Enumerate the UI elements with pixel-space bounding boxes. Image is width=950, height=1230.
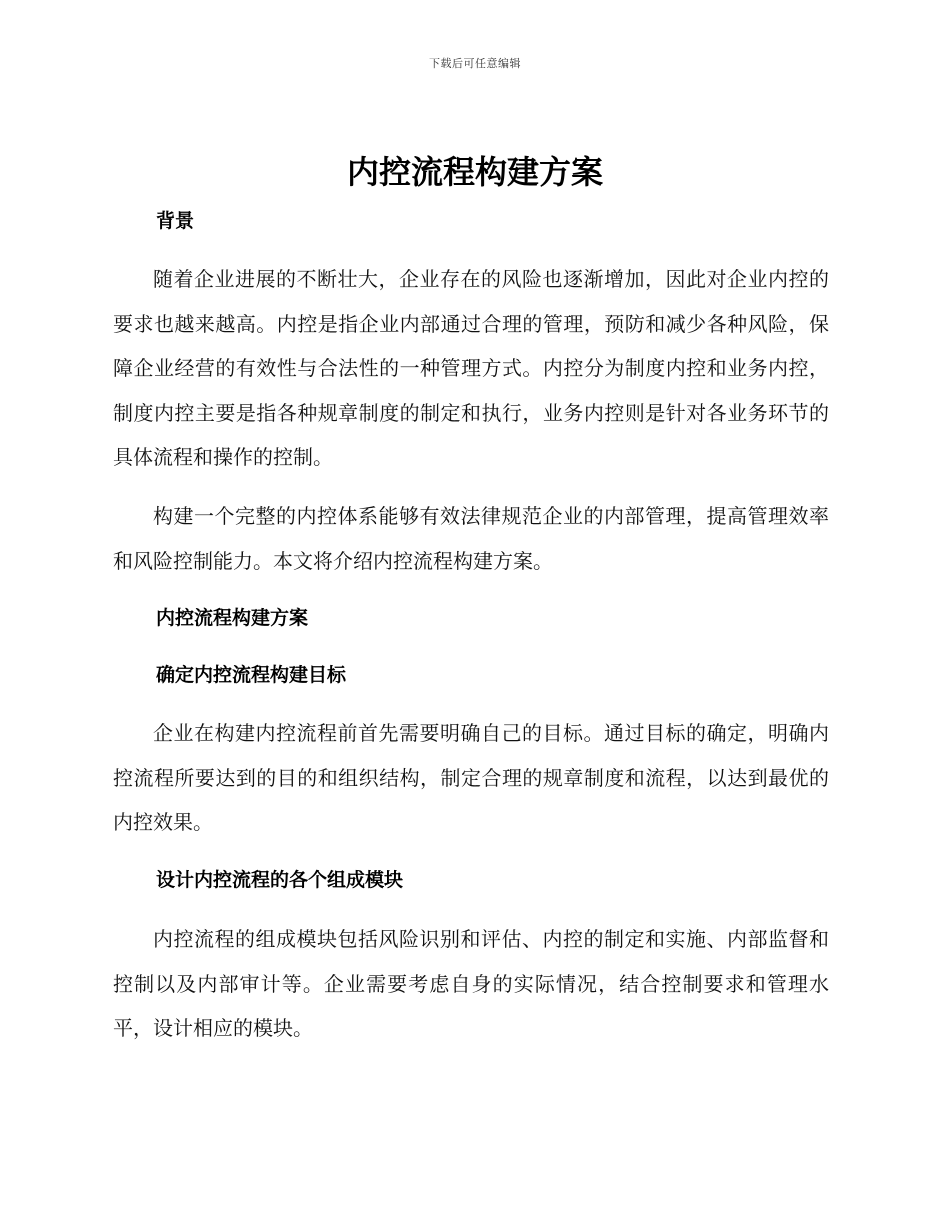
section-background-p2-block: [113, 494, 829, 583]
paragraph-background-2: 构建一个完整的内控体系能够有效法律规范企业的内部管理，提高管理效率和风险控制能力。本文将介绍内控流程构建方案。: [113, 504, 829, 573]
section-heading-plan: 内控流程构建方案: [156, 607, 309, 629]
page-header-note: 下载后可任意编辑: [429, 57, 521, 70]
document-title: 内控流程构建方案: [346, 153, 603, 191]
section-modules-p-block: [113, 917, 829, 1051]
section-goal-heading-block: [113, 662, 829, 688]
section-background-p1-block: [113, 257, 829, 480]
section-plan-heading-block: [113, 605, 829, 631]
paragraph-modules: 内控流程的组成模块包括风险识别和评估、内控的制定和实施、内部监督和控制以及内部审计等。企业需要考虑自身的实际情况，结合控制要求和管理水平，设计相应的模块。: [113, 927, 829, 1040]
section-heading-goal: 确定内控流程构建目标: [156, 664, 347, 686]
section-goal-p-block: [113, 711, 829, 845]
section-heading-background: 背景: [156, 210, 195, 232]
section-modules-heading-block: [113, 867, 829, 893]
paragraph-goal: 企业在构建内控流程前首先需要明确自己的目标。通过目标的确定，明确内控流程所要达到的目的和组织结构，制定合理的规章制度和流程，以达到最优的内控效果。: [113, 721, 829, 834]
section-background-heading-block: [113, 208, 829, 234]
paragraph-background-1: 随着企业进展的不断壮大，企业存在的风险也逐渐增加，因此对企业内控的要求也越来越高。内控是指企业内部通过合理的管理，预防和减少各种风险，保障企业经营的有效性与合法性的一种管理方式。内控分为制度内控和业务内控，制度内控主要是指各种规章制度的制定和执行，业务内控则是针对各业务环节的具体流程和操作的控制。: [113, 267, 829, 469]
section-heading-modules: 设计内控流程的各个组成模块: [156, 869, 404, 891]
